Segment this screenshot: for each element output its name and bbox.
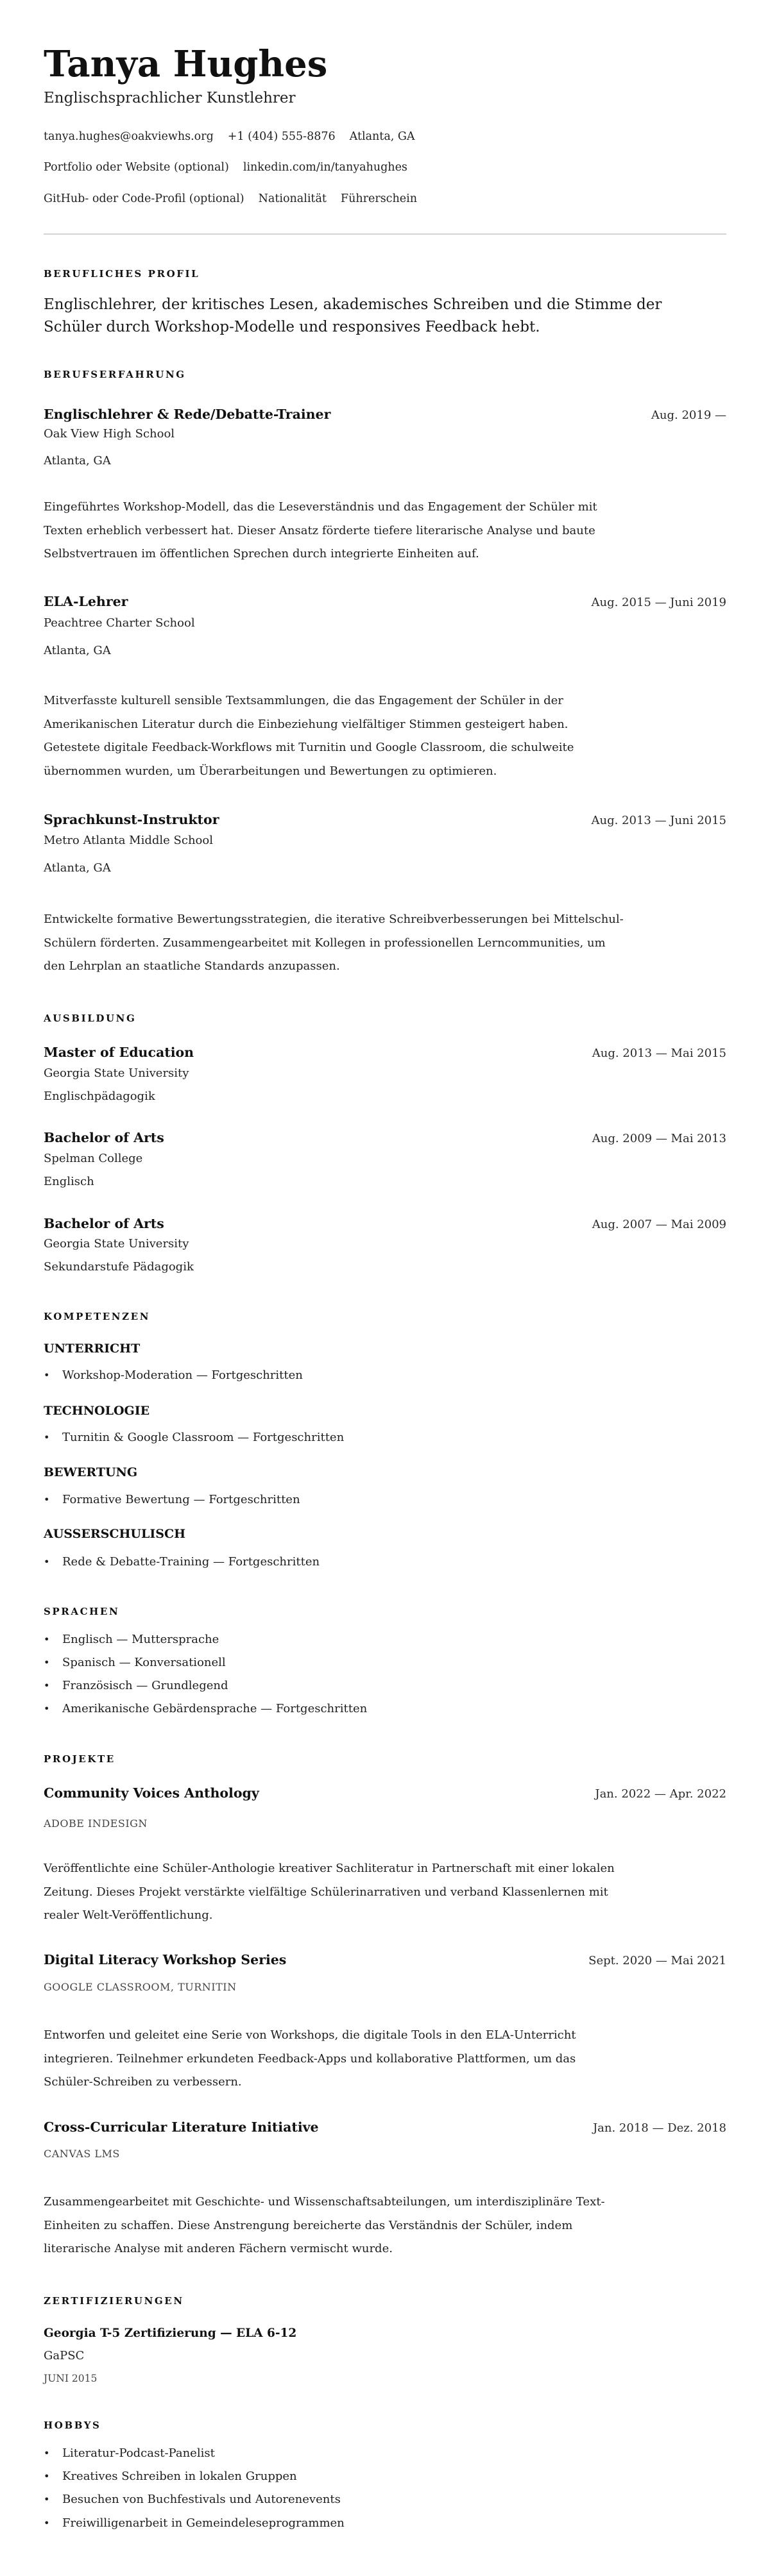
project-date: Jan. 2022 — Apr. 2022 bbox=[595, 1787, 726, 1801]
section-heading-certifications: ZERTIFIZIERUNGEN bbox=[44, 2295, 184, 2307]
bullet-icon: • bbox=[44, 1656, 50, 1669]
bullet-icon: • bbox=[44, 2517, 50, 2529]
education-date: Aug. 2007 — Mai 2009 bbox=[592, 1218, 726, 1231]
bullet-icon: • bbox=[44, 1494, 50, 1506]
description-line: den Lehrplan an staatliche Standards anzupassen. bbox=[44, 959, 340, 973]
education-date: Aug. 2013 — Mai 2015 bbox=[592, 1047, 726, 1060]
experience-item bbox=[44, 813, 726, 827]
github-link[interactable]: GitHub- oder Code-Profil (optional) bbox=[44, 192, 244, 205]
bullet-icon: • bbox=[44, 2470, 50, 2482]
header-divider bbox=[44, 233, 726, 235]
description-line: Schülern förderten. Zusammengearbeitet mit Kollegen in professionellen Lerncommunities, um bbox=[44, 936, 606, 950]
project-tech: CANVAS LMS bbox=[44, 2148, 120, 2160]
location-text: Atlanta, GA bbox=[349, 130, 415, 143]
hobby-item bbox=[44, 2471, 726, 2482]
contact-row bbox=[44, 131, 726, 143]
experience-item bbox=[44, 408, 726, 421]
section-heading-profile: BERUFLICHES PROFIL bbox=[44, 268, 200, 280]
description-line: Entworfen und geleitet eine Serie von Workshops, die digitale Tools in den ELA-Unterricht bbox=[44, 2028, 576, 2042]
bullet-icon: • bbox=[44, 1703, 50, 1715]
section-heading-languages: SPRACHEN bbox=[44, 1606, 120, 1617]
skill-item bbox=[44, 1556, 726, 1568]
description-line: Getestete digitale Feedback-Workflows mit Turnitin und Google Classroom, die schulweite bbox=[44, 741, 574, 754]
description-line: Eingeführtes Workshop-Modell, das die Leseverständnis und das Engagement der Schüler mit bbox=[44, 500, 597, 514]
description-line: realer Welt-Veröffentlichung. bbox=[44, 1908, 213, 1922]
project-title: Community Voices Anthology bbox=[44, 1785, 259, 1801]
project-date: Jan. 2018 — Dez. 2018 bbox=[592, 2121, 726, 2135]
hobby-item bbox=[44, 2494, 726, 2505]
school-name: Georgia State University bbox=[44, 1066, 189, 1080]
hobby-item bbox=[44, 2518, 726, 2529]
job-date: Aug. 2013 — Juni 2015 bbox=[591, 814, 726, 827]
skill-item bbox=[44, 1432, 726, 1444]
skill-text: Formative Bewertung — Fortgeschritten bbox=[62, 1493, 300, 1506]
bullet-icon: • bbox=[44, 1679, 50, 1692]
hobby-text: Kreatives Schreiben in lokalen Gruppen bbox=[62, 2470, 297, 2483]
job-location: Atlanta, GA bbox=[44, 644, 111, 657]
job-location: Atlanta, GA bbox=[44, 454, 111, 467]
description-line: Zeitung. Dieses Projekt verstärkte vielfältige Schülerinarrativen und verband Klassenlernen mit bbox=[44, 1885, 608, 1899]
profile-summary bbox=[44, 294, 726, 339]
company-name: Peachtree Charter School bbox=[44, 616, 195, 630]
company-name: Metro Atlanta Middle School bbox=[44, 834, 213, 847]
education-item bbox=[44, 1131, 726, 1145]
skill-category-title: AUSSERSCHULISCH bbox=[44, 1527, 186, 1541]
degree-title: Master of Education bbox=[44, 1045, 194, 1060]
project-title: Cross-Curricular Literature Initiative bbox=[44, 2119, 319, 2135]
description-line: Einheiten zu schaffen. Diese Anstrengung bereicherte das Verständnis der Schüler, indem bbox=[44, 2218, 573, 2232]
skill-item bbox=[44, 1370, 726, 1381]
degree-title: Bachelor of Arts bbox=[44, 1130, 164, 1145]
candidate-title: Englischsprachlicher Kunstlehrer bbox=[44, 90, 296, 106]
skill-text: Rede & Debatte-Training — Fortgeschritten bbox=[62, 1555, 320, 1569]
project-title: Digital Literacy Workshop Series bbox=[44, 1952, 287, 1967]
job-title: ELA-Lehrer bbox=[44, 594, 128, 609]
skill-category-title: TECHNOLOGIE bbox=[44, 1404, 150, 1418]
job-location: Atlanta, GA bbox=[44, 861, 111, 875]
language-text: Spanisch — Konversationell bbox=[62, 1656, 226, 1669]
portfolio-link[interactable]: Portfolio oder Website (optional) bbox=[44, 161, 229, 174]
project-item bbox=[44, 1787, 726, 1800]
certification-issuer: GaPSC bbox=[44, 2349, 85, 2362]
profile-line: Englischlehrer, der kritisches Lesen, akademisches Schreiben und die Stimme der bbox=[44, 296, 662, 313]
profile-line: Schüler durch Workshop-Modelle und responsives Feedback hebt. bbox=[44, 319, 540, 335]
description-line: Texten erheblich verbessert hat. Dieser Ansatz förderte tiefere literarische Analyse und baute bbox=[44, 523, 595, 537]
phone-text: +1 (404) 555-8876 bbox=[227, 130, 336, 143]
skill-category-title: BEWERTUNG bbox=[44, 1465, 138, 1479]
language-text: Englisch — Muttersprache bbox=[62, 1633, 219, 1646]
certification-title: Georgia T-5 Zertifizierung — ELA 6-12 bbox=[44, 2327, 297, 2340]
bullet-icon: • bbox=[44, 1633, 50, 1646]
job-description bbox=[44, 496, 726, 566]
hobby-text: Literatur-Podcast-Panelist bbox=[62, 2446, 215, 2460]
job-date: Aug. 2015 — Juni 2019 bbox=[591, 596, 726, 609]
job-title: Sprachkunst-Instruktor bbox=[44, 812, 219, 827]
section-heading-projects: PROJEKTE bbox=[44, 1753, 116, 1765]
job-title: Englischlehrer & Rede/Debatte-Trainer bbox=[44, 407, 331, 422]
bullet-icon: • bbox=[44, 2447, 50, 2459]
description-line: Mitverfasste kulturell sensible Textsammlungen, die das Engagement der Schüler in der bbox=[44, 694, 563, 707]
project-item bbox=[44, 2121, 726, 2134]
language-text: Französisch — Grundlegend bbox=[62, 1679, 228, 1692]
project-description bbox=[44, 2024, 726, 2094]
project-description bbox=[44, 1857, 726, 1928]
project-tech: GOOGLE CLASSROOM, TURNITIN bbox=[44, 1981, 237, 1993]
section-heading-skills: KOMPETENZEN bbox=[44, 1311, 151, 1322]
bullet-icon: • bbox=[44, 1556, 50, 1568]
bullet-icon: • bbox=[44, 1431, 50, 1444]
education-item bbox=[44, 1046, 726, 1059]
bullet-icon: • bbox=[44, 1369, 50, 1381]
language-text: Amerikanische Gebärdensprache — Fortgeschritten bbox=[62, 1702, 368, 1715]
linkedin-link[interactable]: linkedin.com/in/tanyahughes bbox=[243, 161, 407, 174]
section-heading-education: AUSBILDUNG bbox=[44, 1013, 137, 1024]
job-description bbox=[44, 908, 726, 979]
skill-category-title: UNTERRICHT bbox=[44, 1342, 141, 1356]
hobby-text: Besuchen von Buchfestivals und Autorenevents bbox=[62, 2493, 341, 2506]
experience-item bbox=[44, 595, 726, 609]
project-description bbox=[44, 2191, 726, 2261]
school-name: Georgia State University bbox=[44, 1237, 189, 1250]
description-line: Veröffentlichte eine Schüler-Anthologie kreativer Sachliteratur in Partnerschaft mit einer lokalen bbox=[44, 1862, 615, 1875]
field-of-study: Sekundarstufe Pädagogik bbox=[44, 1260, 194, 1274]
project-date: Sept. 2020 — Mai 2021 bbox=[588, 1954, 726, 1967]
description-line: Amerikanischen Literatur durch die Einbeziehung vielfältiger Stimmen gesteigert haben. bbox=[44, 717, 569, 731]
field-of-study: Englischpädagogik bbox=[44, 1090, 155, 1103]
company-name: Oak View High School bbox=[44, 427, 175, 441]
language-item bbox=[44, 1657, 726, 1669]
education-date: Aug. 2009 — Mai 2013 bbox=[592, 1132, 726, 1145]
education-item bbox=[44, 1217, 726, 1231]
language-item bbox=[44, 1634, 726, 1646]
section-heading-experience: BERUFSERFAHRUNG bbox=[44, 369, 186, 380]
description-line: literarische Analyse mit anderen Fächern vermischt wurde. bbox=[44, 2242, 393, 2255]
description-line: Selbstvertrauen im öffentlichen Sprechen durch integrierte Einheiten auf. bbox=[44, 547, 479, 560]
description-line: übernommen wurden, um Überarbeitungen und Bewertungen zu optimieren. bbox=[44, 764, 497, 778]
job-description bbox=[44, 689, 726, 783]
language-item bbox=[44, 1703, 726, 1715]
skill-text: Workshop-Moderation — Fortgeschritten bbox=[62, 1368, 303, 1382]
nationality-text: Nationalität bbox=[258, 192, 327, 205]
hobby-item bbox=[44, 2448, 726, 2459]
description-line: Schüler-Schreiben zu verbessern. bbox=[44, 2075, 242, 2089]
email-link[interactable]: tanya.hughes@oakviewhs.org bbox=[44, 130, 214, 143]
certification-date: JUNI 2015 bbox=[44, 2373, 98, 2384]
project-tech: ADOBE INDESIGN bbox=[44, 1817, 148, 1830]
school-name: Spelman College bbox=[44, 1152, 143, 1165]
license-text: Führerschein bbox=[340, 192, 417, 205]
description-line: integrieren. Teilnehmer erkundeten Feedback-Apps und kollaborative Plattformen, um das bbox=[44, 2051, 576, 2066]
contact-row bbox=[44, 162, 726, 174]
degree-title: Bachelor of Arts bbox=[44, 1216, 164, 1231]
skill-item bbox=[44, 1494, 726, 1506]
language-item bbox=[44, 1680, 726, 1692]
field-of-study: Englisch bbox=[44, 1175, 94, 1188]
candidate-name: Tanya Hughes bbox=[44, 43, 328, 85]
contact-row bbox=[44, 194, 726, 205]
bullet-icon: • bbox=[44, 2493, 50, 2505]
description-line: Zusammengearbeitet mit Geschichte- und Wissenschaftsabteilungen, um interdisziplinäre Text- bbox=[44, 2195, 605, 2209]
description-line: Entwickelte formative Bewertungsstrategien, die iterative Schreibverbesserungen bei Mittelschul- bbox=[44, 913, 624, 926]
hobby-text: Freiwilligenarbeit in Gemeindeleseprogrammen bbox=[62, 2516, 345, 2530]
job-date: Aug. 2019 — bbox=[651, 408, 726, 422]
project-item bbox=[44, 1953, 726, 1967]
skill-text: Turnitin & Google Classroom — Fortgeschritten bbox=[62, 1431, 345, 1444]
section-heading-hobbies: HOBBYS bbox=[44, 2420, 101, 2431]
